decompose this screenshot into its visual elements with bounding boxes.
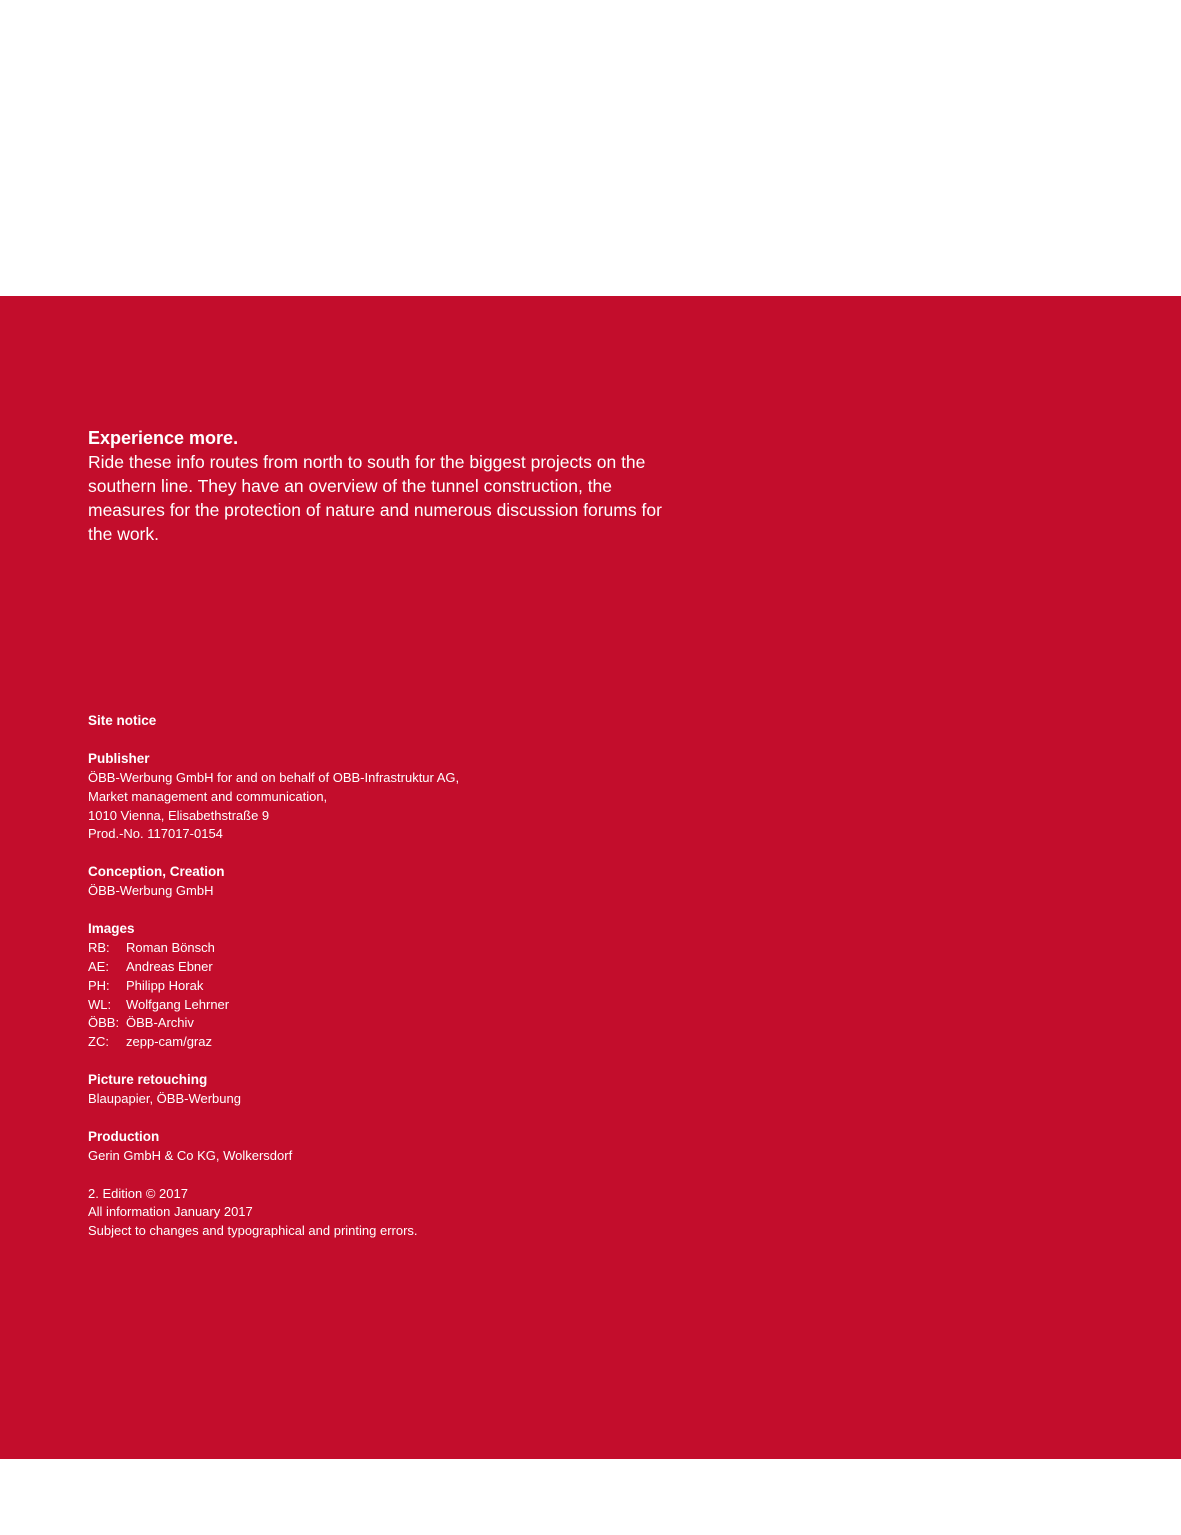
publisher-line: Market management and communication, (88, 788, 328, 804)
intro-body: Ride these info routes from north to south for the biggest projects on the southern line. They have an overview of the tunnel construction, the measures for the protection of nature and numerous discussion forums for the work. (88, 452, 662, 544)
site-notice-heading: Site notice (88, 713, 157, 728)
credit-name: Andreas Ebner (126, 958, 213, 974)
retouching-line: Blaupapier, ÖBB-Werbung (88, 1091, 241, 1107)
images-heading: Images (88, 920, 135, 936)
image-credit-row (88, 1014, 648, 1033)
production-block (88, 1128, 648, 1166)
production-heading: Production (88, 1128, 160, 1144)
image-credit-row (88, 996, 648, 1015)
credit-name: Philipp Horak (126, 977, 204, 993)
image-credit-row (88, 1033, 648, 1052)
images-block (88, 920, 648, 1052)
image-credit-row (88, 939, 648, 958)
conception-line: ÖBB-Werbung GmbH (88, 883, 214, 899)
image-credit-row (88, 977, 648, 996)
credit-code: ÖBB: (88, 1015, 120, 1031)
site-notice-block (88, 712, 648, 731)
credit-code: PH: (88, 977, 110, 993)
publisher-line: Prod.-No. 117017-0154 (88, 826, 223, 842)
credit-name: zepp-cam/graz (126, 1034, 212, 1050)
image-credit-row (88, 958, 648, 977)
edition-line: Subject to changes and typographical and printing errors. (88, 1223, 418, 1239)
credit-code: ZC: (88, 1034, 109, 1050)
publisher-line: 1010 Vienna, Elisabethstraße 9 (88, 807, 270, 823)
credit-name: Roman Bönsch (126, 939, 215, 955)
production-line: Gerin GmbH & Co KG, Wolkersdorf (88, 1147, 293, 1163)
red-panel (0, 296, 1181, 1459)
conception-heading: Conception, Creation (88, 864, 225, 880)
publisher-heading: Publisher (88, 750, 150, 766)
retouching-heading: Picture retouching (88, 1072, 208, 1088)
credit-code: RB: (88, 939, 110, 955)
intro-title: Experience more. (88, 428, 239, 448)
publisher-block (88, 750, 648, 845)
edition-line: All information January 2017 (88, 1204, 253, 1220)
credit-name: ÖBB-Archiv (126, 1015, 194, 1031)
credit-code: WL: (88, 996, 112, 1012)
conception-block (88, 863, 648, 901)
credit-code: AE: (88, 958, 109, 974)
publisher-line: ÖBB-Werbung GmbH for and on behalf of OBB-Infrastruktur AG, (88, 769, 460, 785)
credit-name: Wolfgang Lehrner (126, 996, 230, 1012)
imprint-section (88, 712, 648, 1260)
edition-line: 2. Edition © 2017 (88, 1185, 188, 1201)
edition-block (88, 1185, 648, 1242)
intro-section (88, 426, 668, 546)
retouching-block (88, 1071, 648, 1109)
